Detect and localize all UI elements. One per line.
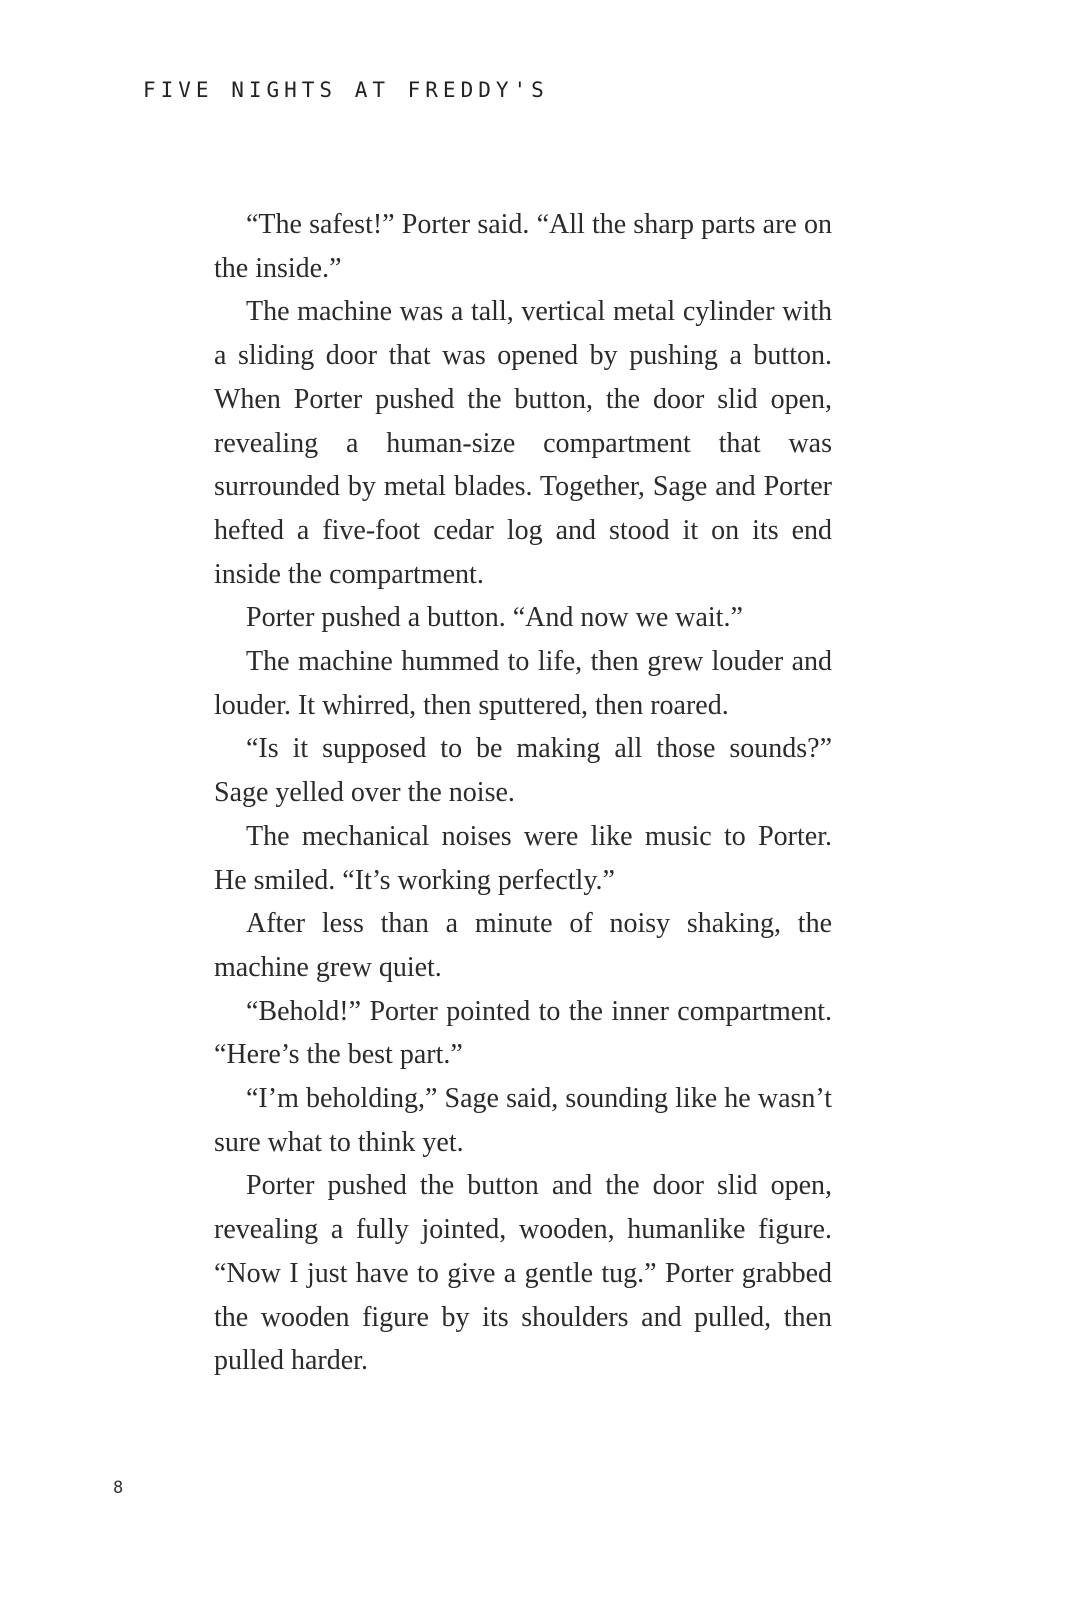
paragraph: The machine was a tall, vertical metal cylinder with a sliding door that was opened by pushing a button. When Porter pushed the button, the door slid open, revealing a human-size compartment that was surrounded by metal blades. Together, Sage and Porter hefted a five-foot cedar log and stood it on its end inside the compartment. <box>214 296 832 590</box>
paragraph: The machine hummed to life, then grew louder and louder. It whirred, then sputtered, then roared. <box>214 646 832 721</box>
paragraph: Porter pushed the button and the door slid open, revealing a fully jointed, wooden, humanlike figure. “Now I just have to give a gentle tug.” Porter grabbed the wooden figure by its shoulders and pulled, then pulled harder. <box>214 1170 832 1377</box>
paragraph: “Behold!” Porter pointed to the inner compartment. “Here’s the best part.” <box>214 995 832 1071</box>
paragraph: After less than a minute of noisy shaking, the machine grew quiet. <box>214 908 832 983</box>
page-number: 8 <box>113 1478 124 1498</box>
body-text <box>214 203 832 1383</box>
paragraph: Porter pushed a button. “And now we wait.” <box>246 602 743 634</box>
paragraph: “I’m beholding,” Sage said, sounding like he wasn’t sure what to think yet. <box>214 1083 832 1158</box>
paragraph: The mechanical noises were like music to Porter. He smiled. “It’s working perfectly.” <box>214 820 832 896</box>
running-head: FIVE NIGHTS AT FREDDY'S <box>143 78 549 102</box>
paragraph: “The safest!” Porter said. “All the sharp parts are on the inside.” <box>214 209 832 284</box>
paragraph: “Is it supposed to be making all those sounds?” Sage yelled over the noise. <box>214 733 832 809</box>
